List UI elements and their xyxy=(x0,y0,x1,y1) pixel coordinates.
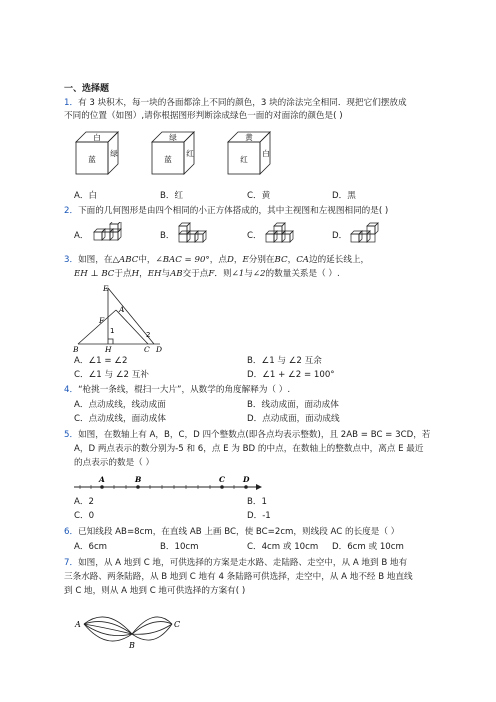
label-a: A xyxy=(119,305,125,314)
q3-l1-6: ， xyxy=(233,255,243,265)
label-b: B xyxy=(73,345,79,354)
q5-option-c: C．0 xyxy=(74,511,95,521)
q1-cubes-figure xyxy=(70,126,300,178)
q1-number: 1． xyxy=(64,98,79,108)
q3-l2-7: 交于点 xyxy=(182,269,209,279)
cube-2-front-label: 蓝 xyxy=(164,155,172,164)
q5-text-line1: 如图，在数轴上有 A，B，C，D 四个整数点(即各点均表示整数)，且 2AB = BC = 3CD，若 xyxy=(78,430,431,440)
q5-option-a: A．2 xyxy=(74,497,94,507)
cube-3-front-label: 红 xyxy=(240,155,248,164)
q4-number: 4． xyxy=(64,385,79,395)
q7-text-line3: 到 C 地，则从 A 地到 C 地可供选择的方案有( ) xyxy=(64,586,246,596)
q5-line1 xyxy=(64,430,430,441)
cube-1-right-label: 绿 xyxy=(110,149,118,158)
route-ab-4 xyxy=(84,624,132,636)
q3-l2-10: ∠1 xyxy=(231,269,245,279)
q1-text-line2: 不同的位置（如图）,请你根据图形判断涂成绿色一面的对面涂的颜色是( ) xyxy=(64,111,343,121)
q6-option-b: B．10cm xyxy=(160,542,199,552)
q3-l2-1: 于点 xyxy=(114,269,132,279)
q3-l2-6: AB xyxy=(170,269,183,279)
label-c: C xyxy=(144,345,150,354)
q3-l1-2: 中， xyxy=(138,255,156,265)
q6-text: 已知线段 AB=8cm，在直线 AB 上画 BC，使 BC=2cm，则线段 AC 的长度是（ ） xyxy=(78,527,400,537)
q2-option-b-figure xyxy=(175,222,215,244)
q2-option-b: B． xyxy=(160,231,175,241)
q2-option-d-figure xyxy=(347,220,387,244)
q3-l1-0: 如图，在 xyxy=(78,255,113,265)
q3-l1-8: 分别在 xyxy=(248,255,275,265)
q4-line xyxy=(64,385,290,396)
q3-l1-5: D xyxy=(226,255,234,265)
q3-l2-12: ∠2 xyxy=(252,269,266,279)
q4-text: “枪挑一条线，棍扫一大片”，从数学的角度解释为（ ）. xyxy=(78,385,291,395)
q3-l2-8: F xyxy=(208,269,215,279)
label-e: E xyxy=(103,284,109,293)
q3-l2-13: 的数量关系是（ ）. xyxy=(265,269,340,279)
label-1: 1 xyxy=(110,327,115,335)
q1-option-b: B．红 xyxy=(160,191,184,201)
q5-option-b: B．1 xyxy=(247,497,267,507)
q3-line2 xyxy=(74,269,340,280)
q3-l1-1: △ABC xyxy=(112,255,139,265)
q3-l2-2: H xyxy=(131,269,140,279)
q5-text-line2: A，D 两点表示的数分别为-5 和 6，点 E 为 BD 的中点，在数轴上的整数点中，离点 E 最近 xyxy=(74,444,424,454)
q6-option-d: D．6cm 或 10cm xyxy=(332,542,404,552)
q3-l2-11: 与 xyxy=(244,269,253,279)
label-c: C xyxy=(174,620,181,629)
q4-option-d: D．点动成面，面动成线 xyxy=(247,414,340,424)
label-d: D xyxy=(156,345,163,354)
q2-option-a: A． xyxy=(74,231,89,241)
q3-option-c: C．∠1 与 ∠2 互补 xyxy=(74,370,149,380)
q7-line1 xyxy=(64,558,407,569)
q3-option-b: B．∠1 与 ∠2 互余 xyxy=(247,356,322,366)
q2-line xyxy=(64,206,388,217)
section-heading: 一、选择题 xyxy=(64,84,110,94)
line-ac xyxy=(116,310,151,344)
label-a: A xyxy=(75,620,81,629)
label-f: F xyxy=(99,316,105,325)
q5-number: 5． xyxy=(64,430,79,440)
q2-option-c: C． xyxy=(247,231,262,241)
q3-l1-12: 边的延长线上， xyxy=(308,255,370,265)
q4-option-b: B．线动成面，面动成体 xyxy=(247,400,339,410)
q7-routes-figure xyxy=(72,606,192,660)
q6-line xyxy=(64,527,399,538)
point-c xyxy=(220,485,224,489)
cube-1-top-label: 白 xyxy=(93,133,101,142)
q3-l1-11: CA xyxy=(296,255,309,265)
q6-number: 6． xyxy=(64,527,79,537)
q6-option-c: C．4cm 或 10cm xyxy=(247,542,319,552)
q3-line1 xyxy=(64,255,369,266)
cube-2-right-label: 红 xyxy=(186,149,194,158)
label-h: H xyxy=(105,345,112,354)
q1-option-a: A．白 xyxy=(74,191,98,201)
cube-3-top-label: 黄 xyxy=(245,133,253,142)
q3-option-a: A．∠1 = ∠2 xyxy=(74,356,128,366)
point-b xyxy=(136,485,140,489)
q5-text-line3: 的点表示的数是（ ） xyxy=(74,458,155,468)
axis-arrow xyxy=(256,484,262,490)
q2-option-a-figure xyxy=(90,222,130,244)
q3-l2-5: 与 xyxy=(161,269,171,279)
q3-l1-10: ， xyxy=(287,255,297,265)
q5-number-line xyxy=(70,474,270,494)
q3-l1-4: ，点 xyxy=(209,255,227,265)
label-2: 2 xyxy=(146,331,151,339)
q1-option-c: C．黄 xyxy=(247,191,271,201)
q5-option-d: D．-1 xyxy=(247,511,271,521)
axis-label-c: C xyxy=(219,475,225,484)
q7-text-line1: 如图，从 A 地到 C 地，可供选择的方案是走水路、走陆路、走空中，从 A 地到 B 地有 xyxy=(78,558,408,568)
label-b: B xyxy=(129,641,135,650)
q2-option-c-figure xyxy=(262,222,302,244)
q6-option-a: A．6cm xyxy=(74,542,108,552)
q4-option-c: C．点动成线，面动成体 xyxy=(74,414,166,424)
point-a xyxy=(100,485,104,489)
right-angle-mark xyxy=(108,339,113,344)
q2-number: 2． xyxy=(64,206,79,216)
q1-line1 xyxy=(64,98,407,109)
q3-l2-0: EH ⊥ BC xyxy=(74,269,115,279)
cube-1-front-label: 蓝 xyxy=(88,155,96,164)
q3-l1-9: BC xyxy=(274,255,288,265)
q3-triangle-figure xyxy=(70,282,170,354)
q2-option-d: D． xyxy=(332,231,348,241)
q3-option-d: D．∠1 + ∠2 = 100° xyxy=(247,370,335,380)
route-bc-4 xyxy=(132,624,172,640)
cube-3-right-label: 白 xyxy=(262,149,270,158)
axis-label-b: B xyxy=(135,475,142,484)
q2-text: 下面的几何图形是由四个相同的小正方体搭成的，其中主视图和左视图相同的是( ) xyxy=(78,206,389,216)
q4-option-a: A．点动成线，线动成面 xyxy=(74,400,166,410)
q7-text-line2: 三条水路、两条陆路，从 B 地到 C 地有 4 条陆路可供选择，走空中，从 A 地不经 B 地直线 xyxy=(64,572,413,582)
q3-l2-3: ， xyxy=(139,269,148,279)
axis-label-d: D xyxy=(243,475,250,484)
q1-option-d: D．黑 xyxy=(332,191,356,201)
axis-label-a: A xyxy=(99,475,105,484)
cube-2-top-label: 绿 xyxy=(169,133,177,142)
q3-number: 3． xyxy=(64,255,79,265)
q7-number: 7． xyxy=(64,558,79,568)
q3-l1-3: ∠BAC = 90° xyxy=(155,255,210,265)
q3-l1-7: E xyxy=(242,255,249,265)
q1-text-line1: 有 3 块积木，每一块的各面都涂上不同的颜色，3 块的涂法完全相同．现把它们摆放成 xyxy=(78,98,407,108)
q3-l2-9: ．则 xyxy=(214,269,232,279)
point-d xyxy=(244,485,248,489)
q3-l2-4: EH xyxy=(147,269,162,279)
